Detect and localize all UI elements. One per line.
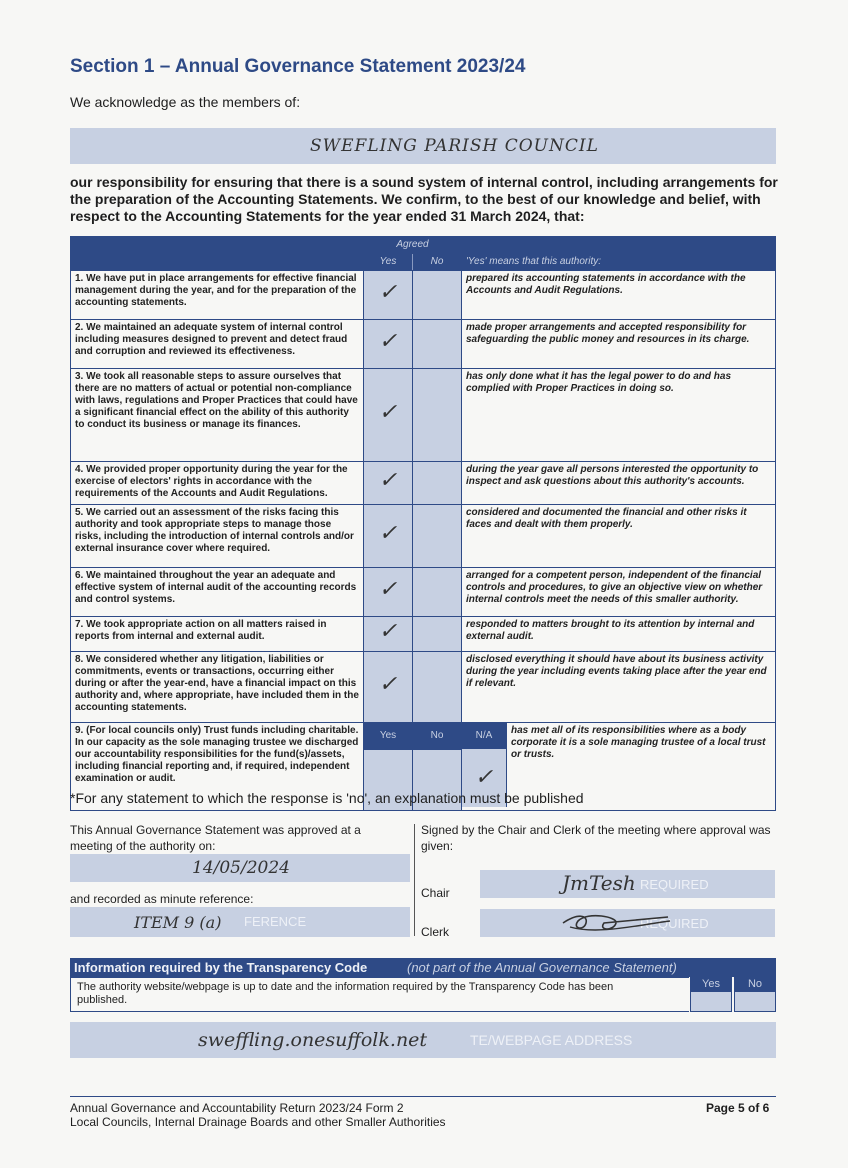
transparency-heading: Information required by the Transparency Code [74,960,368,975]
table-row [71,617,776,652]
row9-means: has met all of its responsibilities where as a body corporate it is a sole managing trustee of a local trust or trusts. [511,725,766,760]
approval-date-handwritten: 14/05/2024 [192,858,290,878]
agreed-header: Agreed [364,237,462,254]
means-text: prepared its accounting statements in accordance with the Accounts and Audit Regulations. [462,271,776,320]
clerk-label: Clerk [421,925,450,939]
governance-table [70,236,776,811]
yes-tick: ✓ [378,577,398,602]
clerk-signature-field[interactable] [480,909,775,937]
minute-reference-field[interactable] [70,907,410,937]
transparency-no-cell[interactable] [734,991,776,1012]
statement-text: 5. We carried out an assessment of the risks facing this authority and took appropriate steps to manage those risks, including the introduction of internal controls and/or external insurance cover where required. [71,505,364,568]
table-row [71,320,776,369]
chair-signature-field[interactable] [480,870,775,898]
website-field[interactable] [70,1022,776,1058]
signed-text: Signed by the Chair and Clerk of the meeting where approval was given: [421,823,771,853]
transparency-answer [690,977,776,1011]
statement-text: 7. We took appropriate action on all matters raised in reports from internal and external audit. [71,617,364,652]
minute-reference-handwritten: ITEM 9 (a) [134,913,222,932]
website-handwritten: sweffling.onesuffolk.net [198,1029,428,1051]
transparency-statement [70,977,689,1012]
table-row-9 [71,723,776,750]
footer-line-2: Local Councils, Internal Drainage Boards and other Smaller Authorities [70,1115,446,1129]
yes-tick: ✓ [378,521,398,546]
no-cell[interactable] [413,568,462,617]
clerk-signature-icon [558,909,678,937]
yes-tick: ✓ [378,329,398,354]
statement-text: 4. We provided proper opportunity during the year for the exercise of electors' rights in accordance with the requirements of the Accounts and Audit Regulations. [71,462,364,505]
yes-cell[interactable] [364,462,413,505]
statement-9: 9. (For local councils only) Trust funds including charitable. In our capacity as the sole managing trustee we discharged our accountability responsibilities for the fund(s)/assets, including financial reporting and, if required, independent examination or audit. [71,723,364,811]
authority-name-field[interactable] [70,128,776,164]
yes-cell[interactable] [364,320,413,369]
footer-rule [70,1096,776,1097]
statement-text: 6. We maintained throughout the year an adequate and effective system of internal audit of the accounting records and control systems. [71,568,364,617]
table-row [71,462,776,505]
means-text: considered and documented the financial and other risks it faces and dealt with them properly. [462,505,776,568]
transparency-yes-header: Yes [690,977,732,991]
clerk-ghost-text: REQUIRED [640,916,709,931]
table-row [71,505,776,568]
yes-tick: ✓ [378,619,398,644]
row9-yes-header: Yes [364,723,413,750]
table-row [71,652,776,723]
transparency-yes-cell[interactable] [690,991,732,1012]
means-text: disclosed everything it should have about its business activity during the year including events taking place after the year end if relevant. [462,652,776,723]
approved-text: This Annual Governance Statement was approved at a meeting of the authority on: [70,823,361,853]
means-text: arranged for a competent person, independent of the financial controls and procedures, to give an objective view on whether internal controls meet the needs of this smaller authority. [462,568,776,617]
table-header-row [71,237,776,254]
acknowledge-text: We acknowledge as the members of: [70,94,301,110]
transparency-header [70,958,776,977]
yes-cell[interactable] [364,369,413,462]
no-cell[interactable] [413,271,462,320]
yes-header: Yes [364,254,413,271]
statement-text: 8. We considered whether any litigation, liabilities or commitments, events or transactions, occurring either during or after the year-end, have a financial impact on this authority and, where appropriate, have included them in the accounting statements. [71,652,364,723]
chair-ghost-text: REQUIRED [640,877,709,892]
row9-no-header: No [413,723,462,750]
transparency-no-header: No [734,977,776,991]
no-cell[interactable] [413,320,462,369]
footnote: *For any statement to which the response is 'no', an explanation must be published [70,790,584,806]
no-cell[interactable] [413,505,462,568]
means-text: during the year gave all persons interested the opportunity to inspect and ask questions about this authority's accounts. [462,462,776,505]
yes-tick: ✓ [378,468,398,493]
page-number: Page 5 of 6 [706,1101,770,1115]
means-text: responded to matters brought to its attention by internal and external audit. [462,617,776,652]
chair-label: Chair [421,886,450,900]
statement-text: 1. We have put in place arrangements for effective financial management during the year, and for the preparation of the accounting statements. [71,271,364,320]
website-ghost-text: TE/WEBPAGE ADDRESS [470,1032,633,1048]
yes-tick: ✓ [378,280,398,305]
approval-date-field[interactable] [70,854,410,882]
statement-text: 2. We maintained an adequate system of internal control including measures designed to prevent and detect fraud and corruption and reviewed its effectiveness. [71,320,364,369]
table-row [71,369,776,462]
yes-tick: ✓ [378,672,398,697]
means-text: has only done what it has the legal power to do and has complied with Proper Practices in doing so. [462,369,776,462]
transparency-text: The authority website/webpage is up to date and the information required by the Transparency Code has been published. [77,981,614,1006]
table-row [71,568,776,617]
yes-cell[interactable] [364,617,413,652]
means-text: made proper arrangements and accepted responsibility for safeguarding the public money and resources in its charge. [462,320,776,369]
statement-text: 3. We took all reasonable steps to assure ourselves that there are no matters of actual or potential non-compliance with laws, regulations and Proper Practices that could have a significant financial effect on the ability of this authority to conduct its business or manage its finances. [71,369,364,462]
yes-cell[interactable] [364,568,413,617]
minute-ghost-text: FERENCE [244,914,307,929]
row9-na-header: N/A [462,723,506,749]
footer-line-1: Annual Governance and Accountability Return 2023/24 Form 2 [70,1101,404,1115]
no-cell[interactable] [413,617,462,652]
no-cell[interactable] [413,652,462,723]
footer-text [70,1101,446,1129]
row9-na-tick: ✓ [474,765,494,790]
responsibility-text: our responsibility for ensuring that there is a sound system of internal control, including arrangements for the preparation of the Accounting Statements. We confirm, to the best of our knowledge and belief, with respect to the Accounting Statements for the year ended 31 March 2024, that: [70,174,778,224]
table-row [71,271,776,320]
transparency-subheading: (not part of the Annual Governance Statement) [407,960,677,975]
yes-tick: ✓ [378,400,398,425]
no-cell[interactable] [413,462,462,505]
chair-signature: JmTesh [562,871,636,895]
no-cell[interactable] [413,369,462,462]
approval-divider [414,824,415,936]
yes-cell[interactable] [364,652,413,723]
minute-reference-label: and recorded as minute reference: [70,892,254,906]
section-title: Section 1 – Annual Governance Statement 2023/24 [70,56,526,77]
yes-cell[interactable] [364,505,413,568]
no-header: No [413,254,462,271]
authority-name-handwritten: SWEFLING PARISH COUNCIL [310,136,599,156]
yes-cell[interactable] [364,271,413,320]
means-header: 'Yes' means that this authority: [462,237,776,271]
